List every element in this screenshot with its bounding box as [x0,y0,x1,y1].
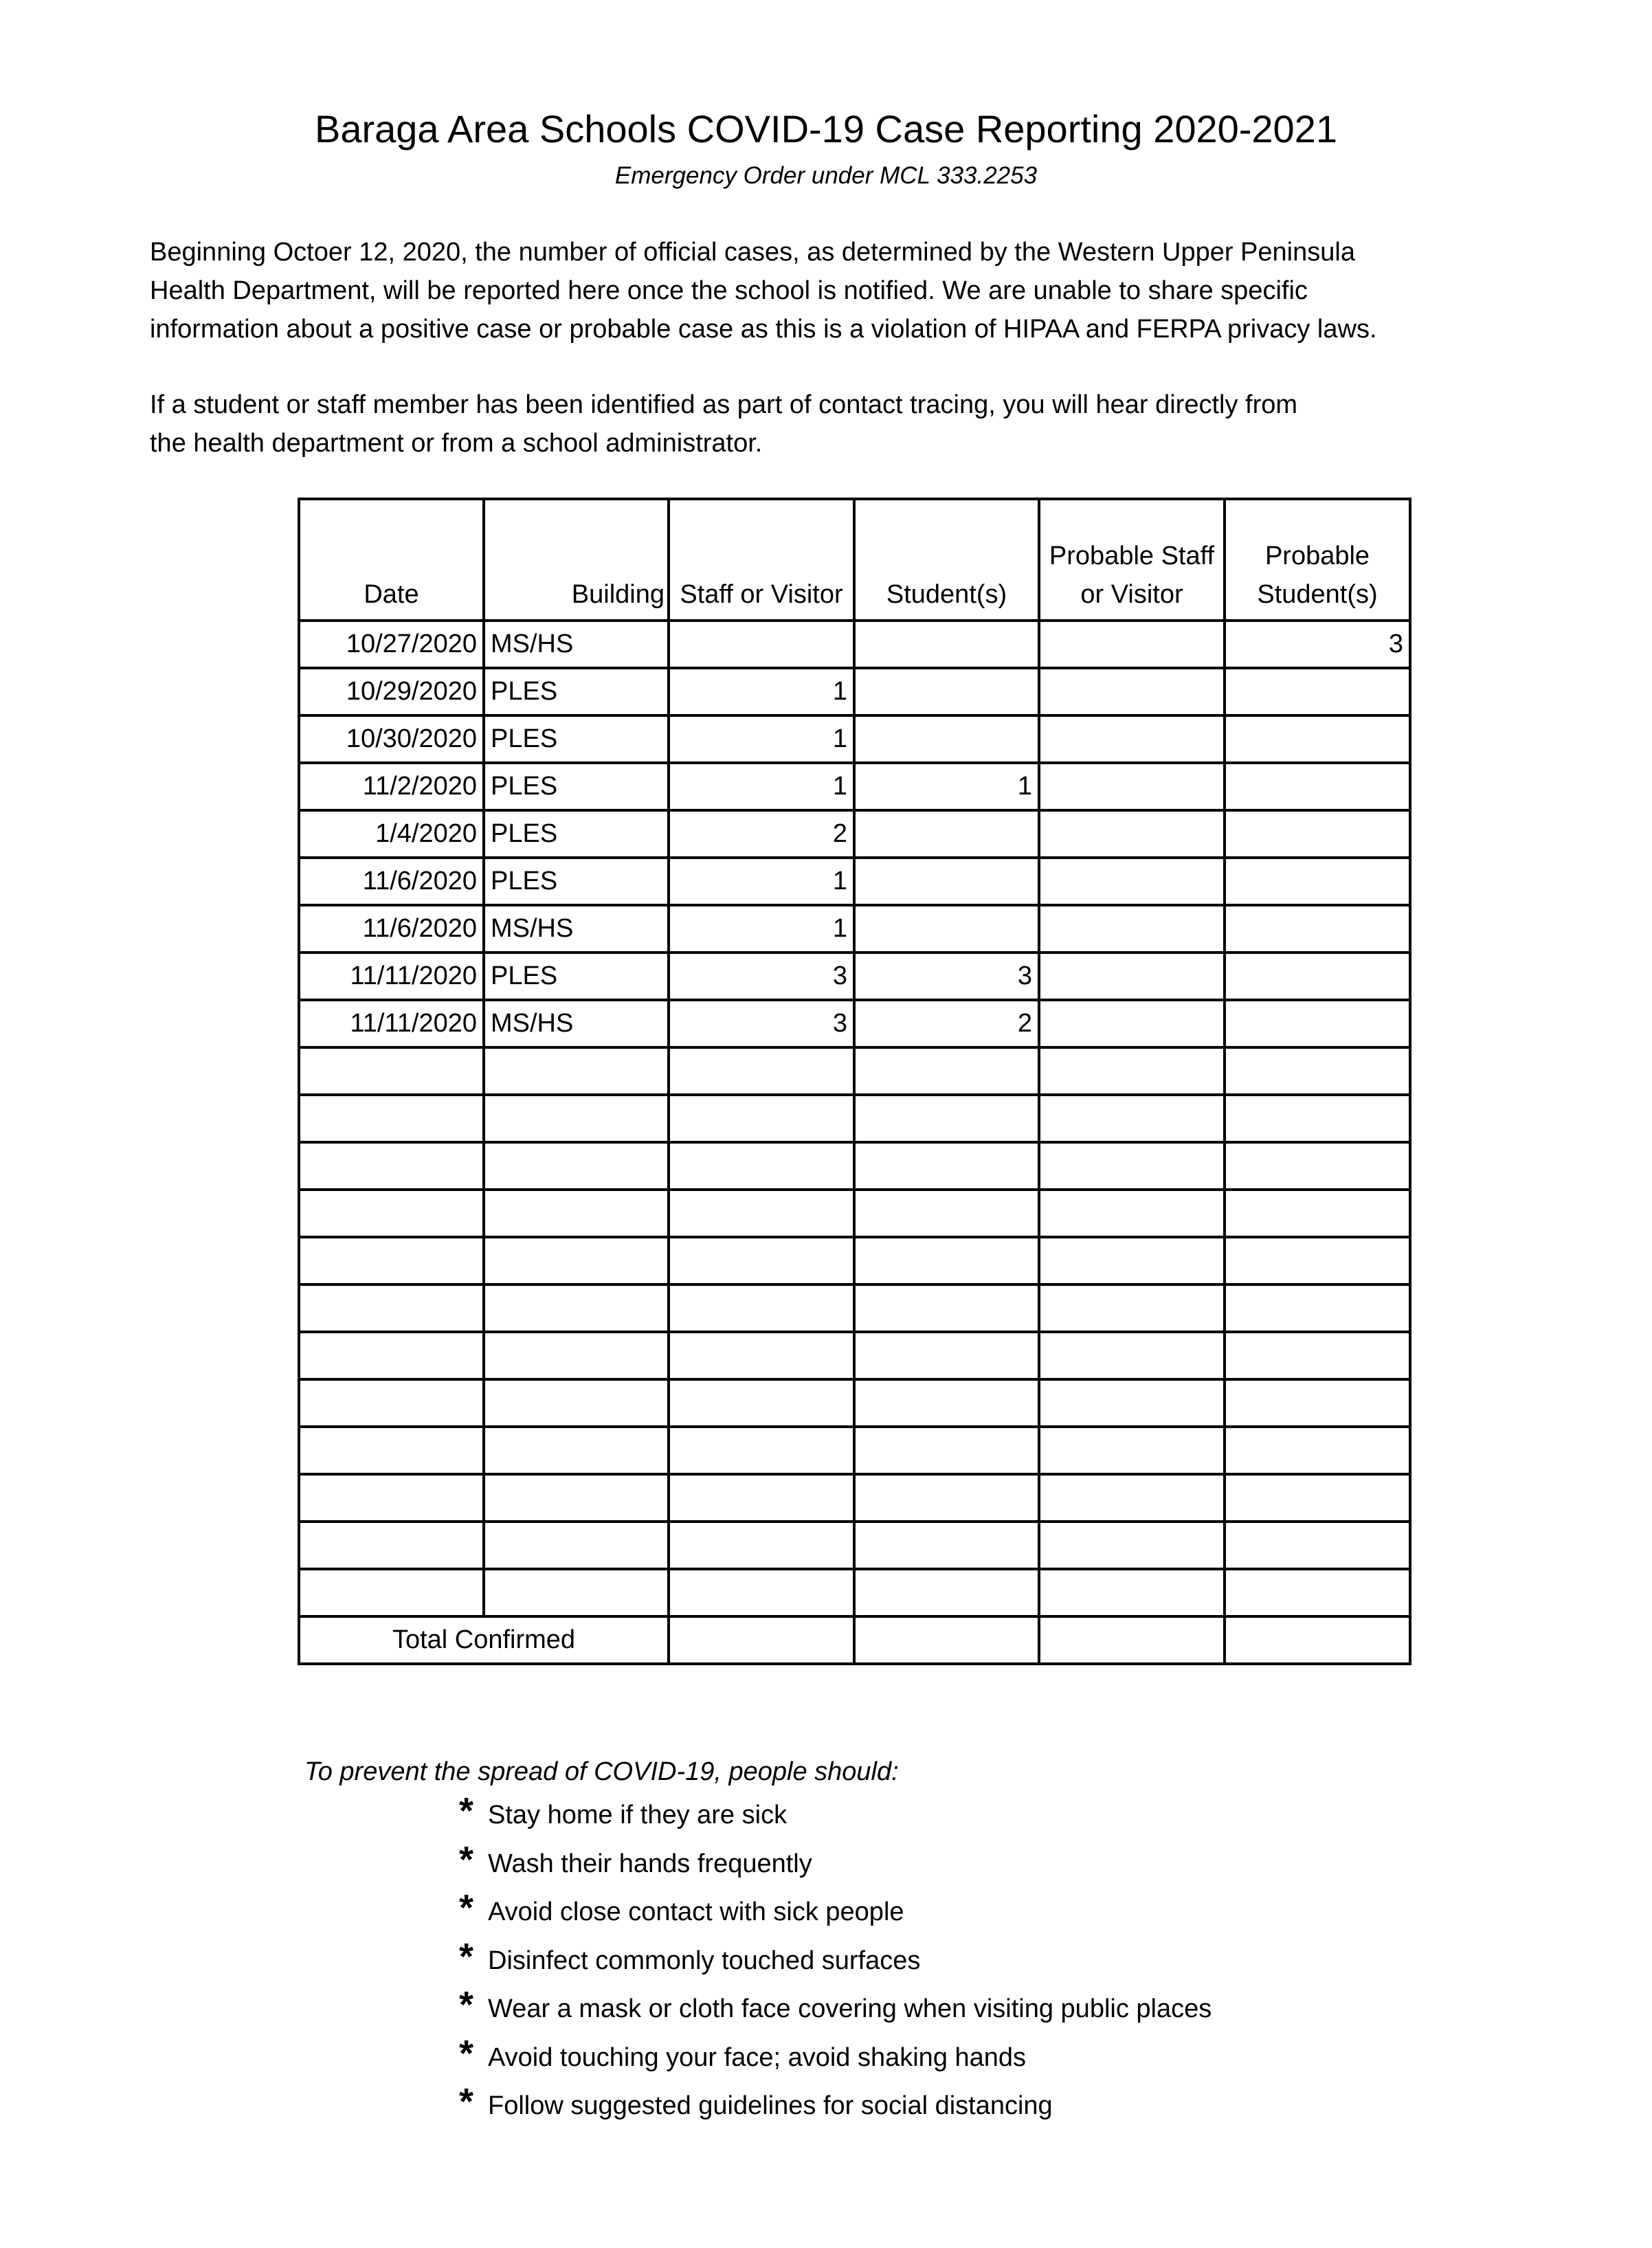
building-cell [484,1142,669,1190]
date-cell: 10/29/2020 [299,668,484,715]
table-row [299,621,1410,668]
students-cell [854,1190,1039,1237]
table-row [299,1379,1410,1427]
students-cell [854,1569,1039,1616]
probable-students-cell [1225,905,1410,953]
staff-visitor-cell [669,1427,854,1474]
staff-visitor-cell [669,1237,854,1284]
staff-visitor-cell: 3 [669,1000,854,1047]
students-cell [854,1047,1039,1095]
table-row [299,1569,1410,1616]
staff-visitor-cell [669,1474,854,1522]
prevention-item-text: Follow suggested guidelines for social distancing [488,2091,1053,2120]
probable-students-cell [1225,1474,1410,1522]
students-cell [854,1142,1039,1190]
building-cell: PLES [484,858,669,905]
date-cell: 11/6/2020 [299,905,484,953]
contact-tracing-line: the health department or from a school administrator. [150,429,763,458]
header-probable-students-line2: Student(s) [1257,580,1378,609]
students-cell [854,1427,1039,1474]
probable-students-cell [1225,1190,1410,1237]
table-row [299,1237,1410,1284]
probable-staff-cell [1039,953,1225,1000]
asterisk-bullet-icon: * [459,1838,474,1880]
table-row [299,715,1410,763]
asterisk-bullet-icon: * [459,2032,474,2074]
prevention-heading: To prevent the spread of COVID-19, people should: [304,1757,899,1786]
probable-students-cell [1225,1569,1410,1616]
prevention-list [459,1790,1212,2135]
staff-visitor-cell [669,1142,854,1190]
intro-line: Beginning Octoer 12, 2020, the number of official cases, as determined by the Western Upper Peninsula [150,238,1355,267]
date-cell [299,1332,484,1379]
date-cell [299,1047,484,1095]
probable-students-cell [1225,1427,1410,1474]
building-cell [484,1095,669,1142]
building-cell [484,1569,669,1616]
date-cell [299,1142,484,1190]
staff-visitor-cell: 1 [669,763,854,810]
students-cell [854,905,1039,953]
students-cell: 2 [854,1000,1039,1047]
prevention-item [459,1984,1212,2038]
header-probable-students-line1: Probable [1264,542,1370,570]
date-cell [299,1474,484,1522]
table-row [299,810,1410,858]
table-row [299,1522,1410,1569]
building-cell [484,1474,669,1522]
header-staff-visitor: Staff or Visitor [669,499,854,621]
probable-students-cell [1225,1284,1410,1332]
date-cell: 11/6/2020 [299,858,484,905]
building-cell: PLES [484,668,669,715]
prevention-item-text: Avoid touching your face; avoid shaking hands [488,2043,1027,2072]
table-row [299,1332,1410,1379]
probable-staff-cell [1039,621,1225,668]
probable-staff-cell [1039,668,1225,715]
students-cell: 3 [854,953,1039,1000]
case-table [298,498,1411,1665]
building-cell [484,1047,669,1095]
table-row [299,1284,1410,1332]
table-row [299,668,1410,715]
students-cell [854,1284,1039,1332]
building-cell [484,1379,669,1427]
students-cell [854,1095,1039,1142]
date-cell [299,1427,484,1474]
intro-line: Health Department, will be reported here once the school is notified. We are unable to share specific [150,276,1308,305]
table-row [299,1000,1410,1047]
date-cell: 10/30/2020 [299,715,484,763]
students-cell [854,668,1039,715]
asterisk-bullet-icon: * [459,2081,474,2122]
header-probable-students [1225,499,1410,621]
staff-visitor-cell [669,1095,854,1142]
date-cell: 11/11/2020 [299,953,484,1000]
probable-students-cell [1225,858,1410,905]
probable-staff-cell [1039,810,1225,858]
header-probable-staff [1039,499,1225,621]
probable-staff-cell [1039,715,1225,763]
prevention-item [459,2032,1212,2087]
intro-paragraph [150,233,1524,348]
probable-students-cell [1225,1522,1410,1569]
probable-staff-cell [1039,1474,1225,1522]
building-cell: MS/HS [484,1000,669,1047]
date-cell: 10/27/2020 [299,621,484,668]
probable-students-cell [1225,1095,1410,1142]
date-cell: 11/2/2020 [299,763,484,810]
table-row [299,1047,1410,1095]
students-cell [854,1379,1039,1427]
building-cell [484,1237,669,1284]
date-cell [299,1284,484,1332]
students-cell [854,1474,1039,1522]
table-row [299,1142,1410,1190]
probable-staff-cell [1039,905,1225,953]
building-cell [484,1427,669,1474]
table-row [299,763,1410,810]
header-probable-staff-line1: Probable Staff [1049,542,1215,570]
building-cell [484,1190,669,1237]
total-students-cell [854,1616,1039,1664]
asterisk-bullet-icon: * [459,1790,474,1832]
prevention-item [459,1887,1212,1941]
intro-line: information about a positive case or probable case as this is a violation of HIPAA and FERPA privacy laws. [150,315,1377,344]
header-probable-staff-line2: or Visitor [1080,580,1183,609]
probable-students-cell [1225,715,1410,763]
date-cell: 11/11/2020 [299,1000,484,1047]
probable-staff-cell [1039,1332,1225,1379]
prevention-item [459,1838,1212,1893]
staff-visitor-cell: 1 [669,668,854,715]
students-cell: 1 [854,763,1039,810]
building-cell [484,1522,669,1569]
staff-visitor-cell: 3 [669,953,854,1000]
building-cell: MS/HS [484,905,669,953]
total-probable-staff-cell [1039,1616,1225,1664]
probable-students-cell [1225,763,1410,810]
probable-staff-cell [1039,1427,1225,1474]
probable-staff-cell [1039,1379,1225,1427]
probable-students-cell [1225,1332,1410,1379]
probable-students-cell [1225,1142,1410,1190]
building-cell: PLES [484,715,669,763]
staff-visitor-cell [669,1190,854,1237]
students-cell [854,715,1039,763]
prevention-item-text: Avoid close contact with sick people [488,1898,904,1926]
date-cell [299,1569,484,1616]
header-date: Date [299,499,484,621]
staff-visitor-cell: 2 [669,810,854,858]
case-table-container [298,498,1411,1665]
staff-visitor-cell [669,1047,854,1095]
prevention-item-text: Disinfect commonly touched surfaces [488,1946,921,1975]
case-table-body [299,621,1410,1616]
date-cell [299,1522,484,1569]
building-cell: PLES [484,953,669,1000]
page-title: Baraga Area Schools COVID-19 Case Reporting 2020-2021 [315,107,1337,151]
probable-staff-cell [1039,763,1225,810]
total-staff-visitor-cell [669,1616,854,1664]
date-cell [299,1379,484,1427]
staff-visitor-cell [669,621,854,668]
date-cell [299,1237,484,1284]
students-cell [854,858,1039,905]
probable-students-cell [1225,1047,1410,1095]
probable-staff-cell [1039,1569,1225,1616]
staff-visitor-cell [669,1284,854,1332]
building-cell: PLES [484,810,669,858]
table-row [299,905,1410,953]
probable-staff-cell [1039,1000,1225,1047]
students-cell [854,621,1039,668]
contact-tracing-line: If a student or staff member has been identified as part of contact tracing, you will hear directly from [150,390,1298,419]
header-building: Building [484,499,669,621]
probable-staff-cell [1039,1190,1225,1237]
staff-visitor-cell [669,1569,854,1616]
date-cell [299,1095,484,1142]
prevention-item [459,1790,1212,1845]
building-cell: MS/HS [484,621,669,668]
contact-tracing-paragraph [150,386,1524,463]
table-header-row [299,499,1410,621]
students-cell [854,810,1039,858]
prevention-item [459,2081,1212,2135]
building-cell [484,1332,669,1379]
prevention-item-text: Wash their hands frequently [488,1849,812,1878]
table-row [299,1190,1410,1237]
students-cell [854,1522,1039,1569]
staff-visitor-cell: 1 [669,715,854,763]
asterisk-bullet-icon: * [459,1887,474,1928]
probable-students-cell [1225,810,1410,858]
page-subtitle: Emergency Order under MCL 333.2253 [614,162,1038,189]
staff-visitor-cell: 1 [669,905,854,953]
asterisk-bullet-icon: * [459,1984,474,2025]
probable-students-cell [1225,953,1410,1000]
total-row [299,1616,1410,1664]
table-row [299,1474,1410,1522]
probable-staff-cell [1039,1095,1225,1142]
table-row [299,1427,1410,1474]
students-cell [854,1237,1039,1284]
staff-visitor-cell: 1 [669,858,854,905]
probable-students-cell [1225,1000,1410,1047]
staff-visitor-cell [669,1522,854,1569]
probable-students-cell [1225,668,1410,715]
probable-staff-cell [1039,1522,1225,1569]
table-row [299,858,1410,905]
total-confirmed-label: Total Confirmed [299,1616,669,1664]
table-row [299,953,1410,1000]
probable-staff-cell [1039,1047,1225,1095]
prevention-item-text: Stay home if they are sick [488,1801,788,1829]
building-cell: PLES [484,763,669,810]
header-students: Student(s) [854,499,1039,621]
date-cell [299,1190,484,1237]
table-row [299,1095,1410,1142]
probable-students-cell: 3 [1225,621,1410,668]
asterisk-bullet-icon: * [459,1935,474,1977]
students-cell [854,1332,1039,1379]
building-cell [484,1284,669,1332]
total-probable-students-cell [1225,1616,1410,1664]
date-cell: 1/4/2020 [299,810,484,858]
staff-visitor-cell [669,1332,854,1379]
probable-staff-cell [1039,1284,1225,1332]
prevention-item-text: Wear a mask or cloth face covering when visiting public places [488,1994,1212,2023]
probable-staff-cell [1039,1142,1225,1190]
staff-visitor-cell [669,1379,854,1427]
probable-staff-cell [1039,858,1225,905]
probable-staff-cell [1039,1237,1225,1284]
probable-students-cell [1225,1379,1410,1427]
probable-students-cell [1225,1237,1410,1284]
prevention-item [459,1935,1212,1990]
